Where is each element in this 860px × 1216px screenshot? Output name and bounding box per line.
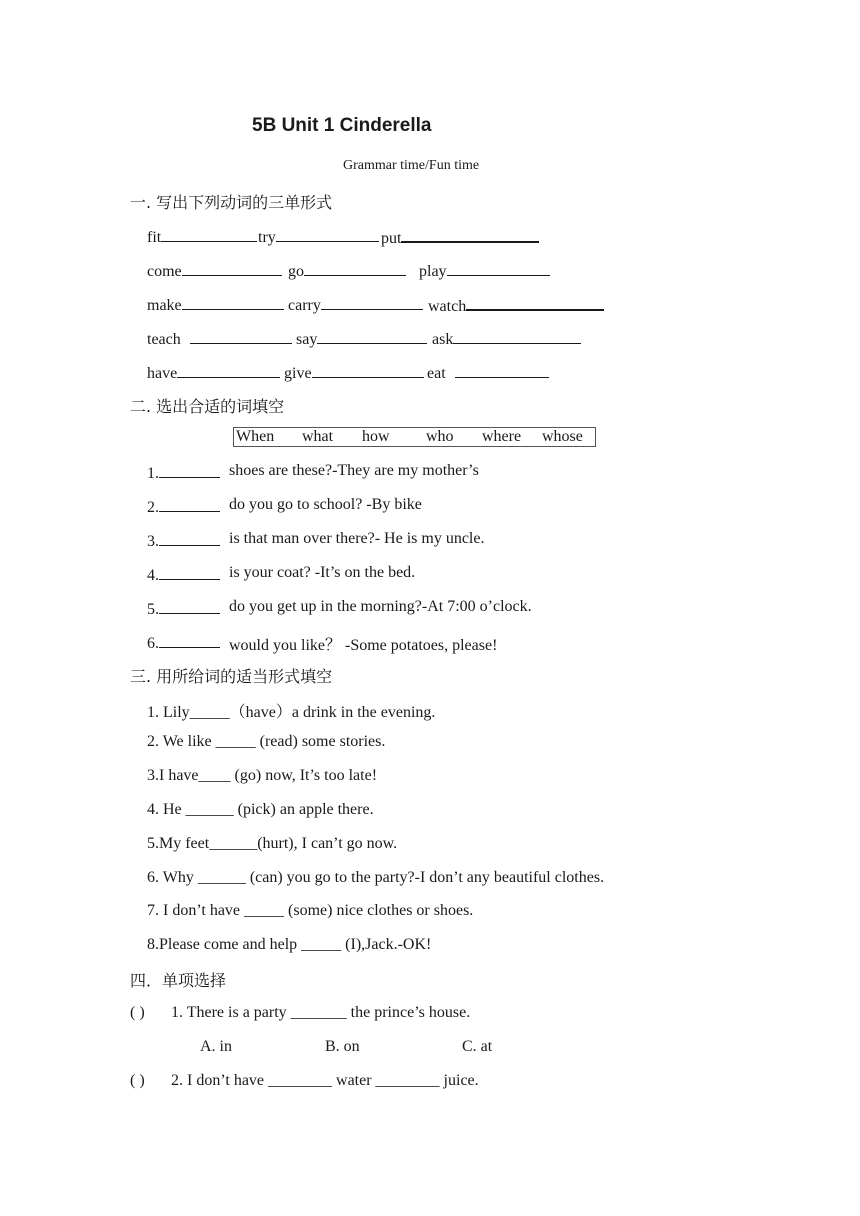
answer-paren[interactable]: ( ) xyxy=(130,1072,145,1089)
word-bank-item: what xyxy=(302,428,334,445)
verb-word: try xyxy=(258,229,276,246)
item-text: is that man over there?- He is my uncle. xyxy=(229,530,485,547)
answer-blank[interactable] xyxy=(455,362,549,378)
item-text: do you go to school? -By bike xyxy=(229,496,422,513)
item-number: 5. xyxy=(147,601,159,618)
word-bank-item: who xyxy=(426,428,454,445)
answer-blank[interactable] xyxy=(321,294,423,310)
answer-blank[interactable] xyxy=(159,598,220,614)
section3-heading: 三. 用所给词的适当形式填空 xyxy=(130,667,333,686)
question-text: 1. There is a party _______ the prince’s house. xyxy=(171,1004,471,1021)
verb-word: play xyxy=(419,263,447,280)
section2-heading: 二. 选出合适的词填空 xyxy=(130,397,285,416)
word-bank-item: how xyxy=(362,428,390,445)
verb-word: fit xyxy=(147,229,162,246)
item-number: 1. xyxy=(147,465,159,482)
word-bank-item: where xyxy=(482,428,522,445)
answer-blank[interactable] xyxy=(276,226,379,242)
word-bank-item: whose xyxy=(542,428,583,445)
word-bank-box xyxy=(233,427,596,447)
form-item: 5.My feet______(hurt), I can’t go now. xyxy=(147,835,398,852)
answer-blank[interactable] xyxy=(159,564,220,580)
answer-blank[interactable] xyxy=(447,260,550,276)
fill-item xyxy=(147,598,532,619)
item-text: do you get up in the morning?-At 7:00 o’clock. xyxy=(229,598,532,615)
verb-word: ask xyxy=(432,331,454,348)
answer-blank[interactable] xyxy=(401,226,539,243)
item-text: would you like？ -Some potatoes, please! xyxy=(229,637,498,654)
section1-heading: 一. 写出下列动词的三单形式 xyxy=(130,193,333,212)
question-text: 2. I don’t have ________ water ________ juice. xyxy=(171,1072,479,1089)
form-item: 4. He ______ (pick) an apple there. xyxy=(147,801,374,818)
answer-blank[interactable] xyxy=(453,328,581,344)
item-text: shoes are these?-They are my mother’s xyxy=(229,462,479,479)
form-item: 8.Please come and help _____ (I),Jack.-OK! xyxy=(147,936,432,953)
verb-word: go xyxy=(288,263,304,280)
worksheet-title: 5B Unit 1 Cinderella xyxy=(252,115,432,136)
option-c[interactable]: C. at xyxy=(462,1038,493,1055)
answer-blank[interactable] xyxy=(304,260,406,276)
item-number: 6. xyxy=(147,635,159,652)
fill-item xyxy=(147,462,479,483)
form-item: 7. I don’t have _____ (some) nice clothes or shoes. xyxy=(147,902,474,919)
worksheet-subtitle: Grammar time/Fun time xyxy=(343,158,480,173)
verb-word: teach xyxy=(147,331,181,348)
form-item: 3.I have____ (go) now, It’s too late! xyxy=(147,767,378,784)
item-number: 2. xyxy=(147,499,159,516)
verb-word: come xyxy=(147,263,182,280)
answer-blank[interactable] xyxy=(190,328,292,344)
form-item: 6. Why ______ (can) you go to the party?-I don’t any beautiful clothes. xyxy=(147,869,605,886)
answer-blank[interactable] xyxy=(312,362,424,378)
form-item: 2. We like _____ (read) some stories. xyxy=(147,733,386,750)
fill-item xyxy=(147,564,416,585)
answer-blank[interactable] xyxy=(159,530,220,546)
answer-blank[interactable] xyxy=(466,294,604,311)
fill-item xyxy=(147,530,485,551)
answer-blank[interactable] xyxy=(317,328,427,344)
verb-word: carry xyxy=(288,297,321,314)
verb-word: make xyxy=(147,297,182,314)
answer-blank[interactable] xyxy=(159,632,220,648)
answer-blank[interactable] xyxy=(161,226,257,242)
option-b[interactable]: B. on xyxy=(325,1038,360,1055)
answer-blank[interactable] xyxy=(182,260,282,276)
answer-blank[interactable] xyxy=(159,496,220,512)
answer-blank[interactable] xyxy=(177,362,280,378)
fill-item xyxy=(147,632,498,654)
answer-blank[interactable] xyxy=(159,462,220,478)
item-number: 4. xyxy=(147,567,159,584)
fill-item xyxy=(147,496,422,517)
form-item: 1. Lily_____（have）a drink in the evening. xyxy=(147,704,436,721)
verb-word: watch xyxy=(428,298,467,315)
item-text: is your coat? -It’s on the bed. xyxy=(229,564,416,581)
word-bank-item: When xyxy=(236,428,275,445)
option-a[interactable]: A. in xyxy=(200,1038,232,1055)
verb-word: eat xyxy=(427,365,446,382)
verb-word: say xyxy=(296,331,318,348)
answer-blank[interactable] xyxy=(182,294,284,310)
verb-word: put xyxy=(381,230,402,247)
section4-heading: 四．单项选择 xyxy=(130,971,227,990)
verb-word: have xyxy=(147,365,178,382)
answer-paren[interactable]: ( ) xyxy=(130,1004,145,1021)
verb-word: give xyxy=(284,365,312,382)
item-number: 3. xyxy=(147,533,159,550)
